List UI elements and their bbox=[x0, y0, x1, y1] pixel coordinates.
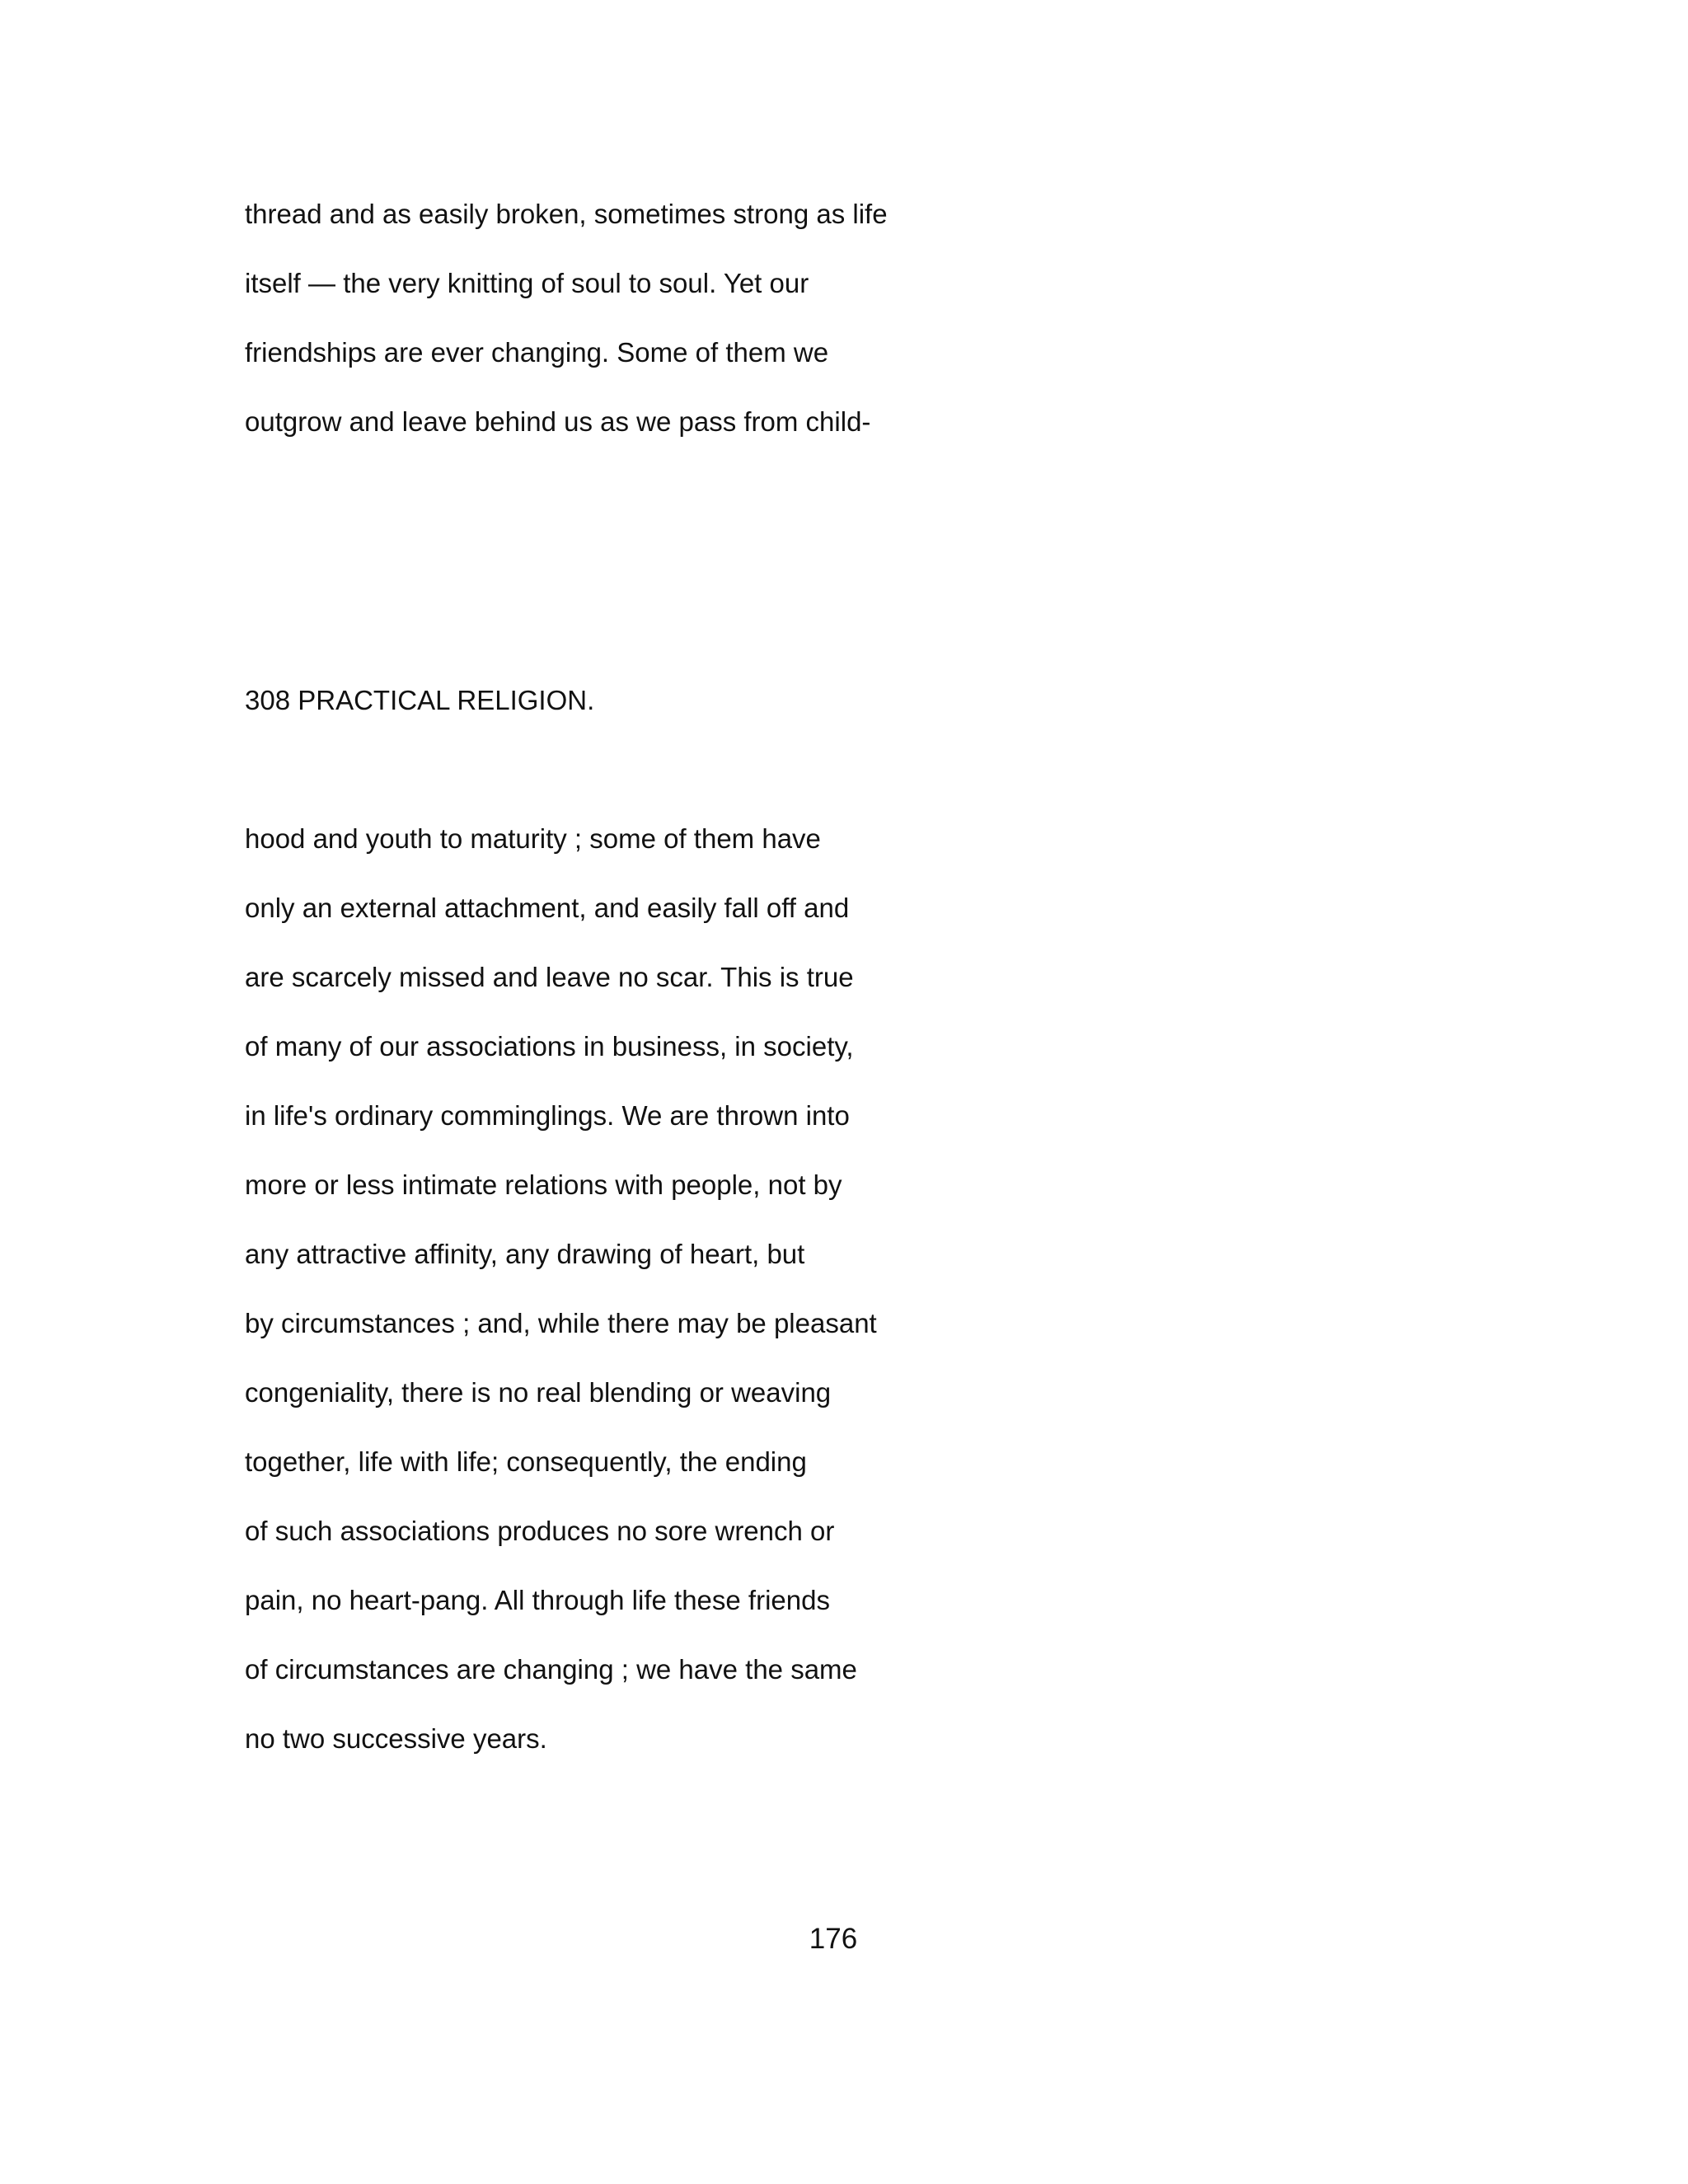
running-header: 308 PRACTICAL RELIGION. bbox=[245, 685, 595, 715]
text-line: of circumstances are changing ; we have the same bbox=[245, 1654, 857, 1685]
text-line: together, life with life; consequently, the ending bbox=[245, 1446, 807, 1477]
text-line: in life's ordinary comminglings. We are thrown into bbox=[245, 1100, 850, 1131]
text-line: congeniality, there is no real blending or weaving bbox=[245, 1377, 832, 1408]
text-line: no two successive years. bbox=[245, 1723, 547, 1754]
text-line: any attractive affinity, any drawing of heart, but bbox=[245, 1239, 805, 1269]
text-line: thread and as easily broken, sometimes strong as life bbox=[245, 199, 888, 229]
text-line: only an external attachment, and easily fall off and bbox=[245, 893, 850, 923]
text-line: by circumstances ; and, while there may be pleasant bbox=[245, 1308, 877, 1338]
text-line: hood and youth to maturity ; some of them have bbox=[245, 823, 821, 854]
text-line: are scarcely missed and leave no scar. This is true bbox=[245, 962, 854, 992]
text-line: outgrow and leave behind us as we pass from child- bbox=[245, 406, 871, 437]
text-line: pain, no heart-pang. All through life these friends bbox=[245, 1585, 830, 1615]
text-line: friendships are ever changing. Some of them we bbox=[245, 337, 829, 368]
text-line: more or less intimate relations with people, not by bbox=[245, 1169, 842, 1200]
text-line: of such associations produces no sore wrench or bbox=[245, 1516, 835, 1546]
text-line: itself — the very knitting of soul to soul. Yet our bbox=[245, 268, 809, 298]
page-number: 176 bbox=[809, 1923, 858, 1955]
text-line: of many of our associations in business, in society, bbox=[245, 1031, 854, 1062]
